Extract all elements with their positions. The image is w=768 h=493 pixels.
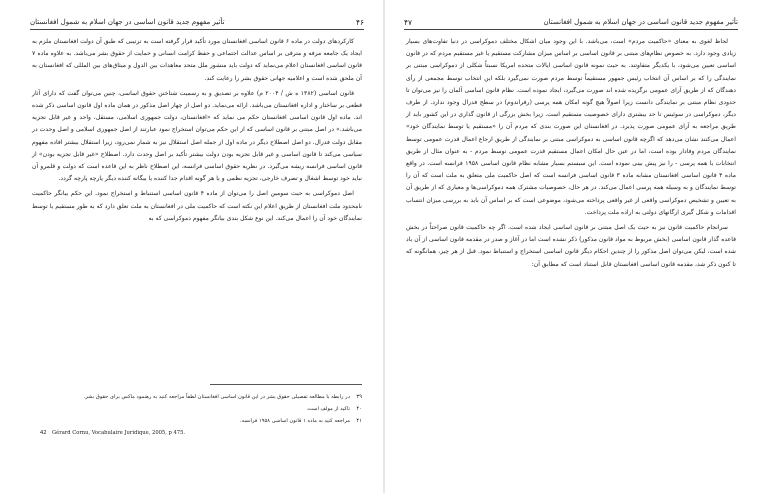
left-paragraph-1: کارکردهای دولت در ماده ۶ قانون اساسی افغانستان مورد تأکید قرار گرفته است به ترتیبی که طبق آن دولت افغانستان ملزم به ایجاد یک جامعه مرفه و مترقی بر اساس عدالت اجتماعی و حفظ کرامت انسانی و حمایت از حقوق بشر می‌باشد. به علاوه ماده ۷ قانون اساسی افغانستان اعلام می‌نماید که دولت باید منشور ملل متحد معاهدات بین الدول و میثاق‌های بین المللی که افغانستان به آن ملحق شده است و اعلامیه جهانی حقوق بشر را رعایت کند.	[32, 38, 362, 82]
right-page-number: ۴۷	[404, 17, 413, 27]
footnote-number: ۳۹	[356, 394, 362, 400]
footnote-39	[40, 392, 362, 402]
footnote-text: تاکید از مولف است.	[306, 406, 350, 412]
right-page-header	[404, 16, 738, 28]
footnote-number: ۴۱	[356, 418, 362, 424]
footnote-40	[40, 404, 362, 414]
right-header-rule	[404, 29, 738, 30]
right-paragraph-1: لحاظ لغوی به معنای «حاکمیت مردم» است، می‌باشد. با این وجود میان اشکال مختلف دموکراسی در دنیا تفاوت‌های بسیار زیادی وجود دارد. به خصوص نظام‌های مبتنی بر قانون اساسی بر اساس میزان مشارکت مستقیم یا غیر مستقیم مردم که در قانون اساسی تعیین می‌شود، با یکدیگر متفاوتند. به حیث نمونه قانون اساسی ایالات متحده امریکا نسبتاً شکلی از دموکراسی مبتنی بر نمایندگی را که بر اساس آن انتخاب رئیس جمهور مستقیماً توسط مردم صورت نمی‌گیرد بلکه این انتخاب توسط مجمعی از رأی دهندگان که از طریق آرای عمومی برگزیده شده اند صورت می‌گیرد، ایجاد نموده است. نظام قانون اساسی آلمان را نیز می‌توان تا حدودی نظام مبتنی بر نمایندگی دانست زیرا اصولاً هیچ گونه امکان همه پرسی (رفراندوم) در سطح فدرال وجود ندارد. از طرف دیگر، دموکراسی در سوئیس تا حد بیشتری دارای خصوصیت مستقیم است. زیرا بخش بزرگی از قانون گذاری در این کشور باید از طریق مراجعه به آرای عمومی صورت پذیرد. در افغانستان این صورت بندی که مردم آن را «مستقیم یا توسط نمایندگان خود» اعمال می‌کنند نشان می‌دهد که اگرچه قانون اساسی به دموکراسی مبتنی بر نمایندگی از طریق ارجاع اعمال قدرت عمومی توسط نمایندگان مردم وفادار بوده است، اما در عین حال امکان اعمال مستقیم قدرت عمومی توسط مردم - به عنوان مثال از طریق انتخابات یا همه پرسی - را نیز پیش بینی نموده است. این سیستم بسیار مشابه نظام قانون اساسی ۱۹۵۸ فرانسه است. در واقع ماده ۴ قانون اساسی افغانستان مشابه ماده ۳ قانون اساسی فرانسه است که اصل حاکمیت ملی متعلق به ملت است که آن را توسط نمایندگان و به وسیله همه پرسی اعمال می‌کند. در هر حال، خصوصیات مشترک همه دموکراسی‌ها و معیاری که از طریق آن به تعیین و تشخیص دموکراسی واقعی از غیر واقعی پرداخته می‌شود، موضوعی است که بر اساس آن باید به بررسی میزان انتساب اقدامات و شکل گیری ارگانهای دولتی به اراده ملت پرداخت.	[406, 38, 736, 216]
footnote-number: ۴۰	[356, 406, 362, 412]
footnote-rule	[210, 384, 362, 385]
left-running-title: تأثیر مفهوم جدید قانون اساسی در جهان اسلام به شمول افغانستان	[30, 18, 225, 26]
footnote-41	[40, 416, 362, 426]
footnote-text: Gérard Cornu, Vocabulaire Juridique, 2005, p 475.	[52, 430, 186, 436]
left-paragraph-3: اصل دموکراسی به حیث سومین اصل را می‌توان از ماده ۴ قانون اساسی استنباط و استخراج نمود. این حکم بیانگر حاکمیت نامحدود ملت افغانستان از طریق اعلام این نکته است که حاکمیت ملی در افغانستان به ملت تعلق دارد که به طور مستقیم یا توسط نمایندگان خود آن را اعمال می‌کند. این نوع شکل بندی بیانگر مفهوم دموکراسی که به	[32, 190, 362, 222]
footnote-text: مراجعه کنید به ماده ۱ قانون اساسی ۱۹۵۸ فرانسه.	[240, 418, 350, 424]
left-page-number: ۴۶	[355, 17, 364, 27]
footnote-42	[40, 428, 362, 438]
footnote-text: در رابطه با مطالعه تفصیلی حقوق بشر در این قانون اساسی افغانستان لطفاً مراجعه کنید به رهنمود ماکس برای حقوق بشر.	[83, 394, 350, 400]
footnotes	[40, 392, 362, 440]
left-header-rule	[30, 29, 364, 30]
left-paragraph-2: قانون اساسی (۱۳۸۲ ه ش / ۲۰۰۴ م) علاوه بر تصدیق و به رسمیت شناختن حقوق اساسی، چنین می‌توان گفت که دارای آثار قطعی بر ساختار و اداره افغانستان می‌باشد. ارائه می‌نماید. دو اصل از چهار اصل مذکور در همان ماده اول قانون اساسی ذکر شده اند. ماده اول قانون اساسی افغانستان حکم می نماید که «افغانستان، دولت جمهوری اسلامی، مستقل، واحد و غیر قابل تجزیه می‌باشد.» در اصل مبتنی بر قانون اساسی که از این حکم می‌توان استخراج نمود عبارتند از اصل جمهوری اسلامی و اصل وحدت در مقابل دولت فدرال. دو اصل اصطلاح دیگر در ماده اول از جمله اصل استقلال نیز به شمار نمی‌رود، زیرا استقلال بیشتر افاده مفهوم سیاسی می‌کند تا قانون اساسی و غیر قابل تجزیه بودن دولت بیشتر تأکید بر اصل وحدت دارد. اصطلاح «غیر قابل تجزیه بودن» از قانون اساسی فرانسه ریشه می‌گیرد. در نظریه حقوق اساسی فرانسه، این اصطلاح ناظر به این قاعده است که دولت و قلمرو آن نباید خود توسط اشغال و تصرف خارجی، تجزیه نظمی و یا هر گونه اقدام جدا کننده یا بیگانه کننده دیگر پارچه پارچه گردد.	[32, 89, 362, 183]
right-page-body	[406, 36, 736, 274]
right-running-title: تأثیر مفهوم جدید قانون اساسی در جهان اسلام به شمول افغانستان	[543, 18, 738, 26]
footnote-number: 42	[40, 430, 47, 436]
right-paragraph-2: سرانجام حاکمیت قانون نیز به حیث یک اصل مبتنی بر قانون اساسی ایجاد شده است. اگر چه حاکمیت قانون صراحتاً در بخش قاعده گذار قانون اساسی (بخش مربوط به مواد قانون مذکور) ذکر نشده است اما در آغاز و صدر در مقدمه قانون اساسی از آن یاد شده است، لیکن می‌توان اصل مذکور را از چندین احکام دیگر قانون اساسی استخراج و استنباط نمود. قبل از هر چیز، همانگونه که تا کنون ذکر شد، مقدمه قانون اساسی افغانستان قابل استناد است که مطابق آن:	[406, 224, 736, 268]
right-page	[384, 0, 768, 493]
left-page-body	[32, 36, 362, 228]
left-page-header	[30, 16, 364, 28]
